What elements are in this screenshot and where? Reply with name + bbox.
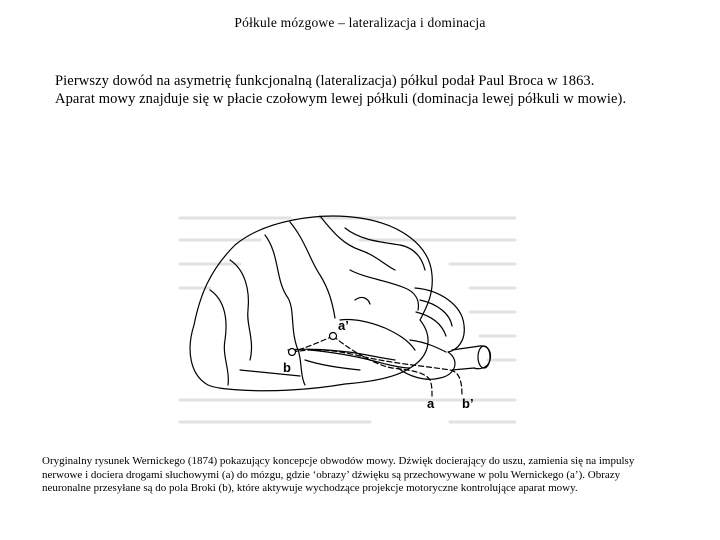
label-b-prime: b’ — [462, 396, 474, 411]
brain-stem-shape — [452, 346, 491, 370]
intro-line-2: Aparat mowy znajduje się w płacie czołowym lewej półkuli (dominacja lewej półkuli w mowie). — [55, 91, 627, 107]
label-b: b — [283, 360, 291, 375]
pathway-a — [333, 336, 432, 396]
intro-line-1: Pierwszy dowód na asymetrię funkcjonalną (lateralizacja) półkul podał Paul Broca w 1863. — [55, 73, 595, 89]
cerebellum-shape — [398, 288, 464, 379]
figure-caption: Oryginalny rysunek Wernickego (1874) pokazujący koncepcje obwodów mowy. Dźwięk docierający do uszu, zamienia się na impulsy nerwowe i dociera drogami słuchowymi (a) do mózgu, gdzie ‘obrazy’ dźwięku są przechowywane w polu Wernickego (a’). Obrazy neuronalne przesyłane są do pola Broki (b), które aktywuje wychodzące projekcje motoryczne kontrolujące aparat mowy. — [42, 455, 635, 494]
page-title: Półkule mózgowe – lateralizacja i dominacja — [234, 15, 486, 30]
label-a: a — [427, 396, 435, 411]
wernicke-brain-diagram — [170, 200, 530, 440]
label-a-prime: a’ — [338, 318, 349, 333]
intro-text — [55, 72, 695, 108]
broca-area-marker — [289, 349, 296, 356]
wernicke-area-marker — [330, 333, 337, 340]
